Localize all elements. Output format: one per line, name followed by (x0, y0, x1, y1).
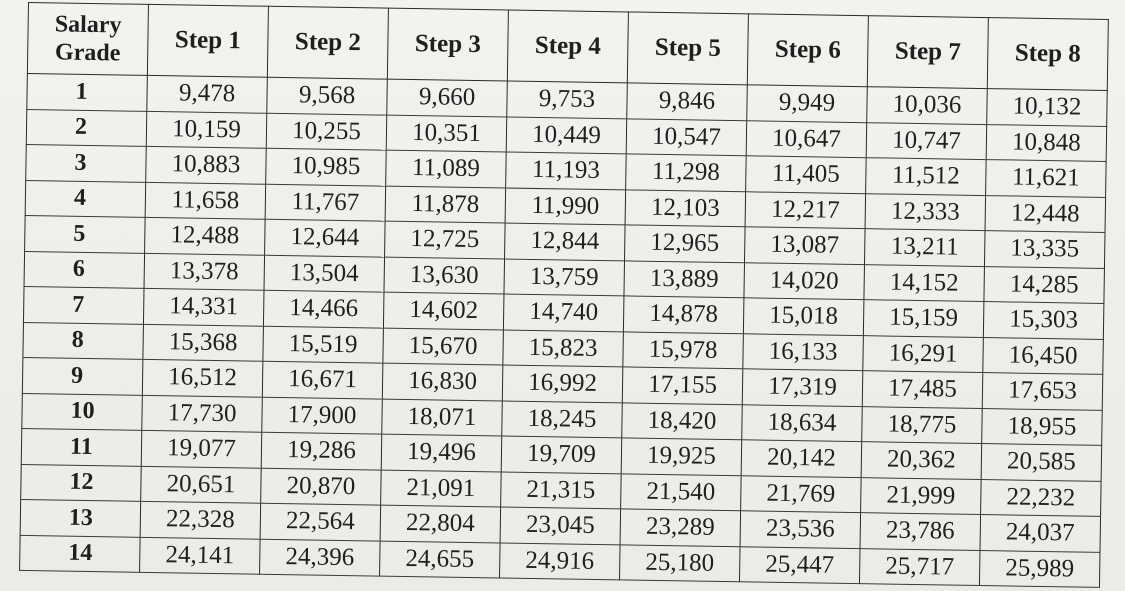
salary-value-cell: 11,990 (505, 188, 626, 225)
salary-value-cell: 15,978 (623, 331, 744, 368)
salary-value-cell: 17,155 (622, 367, 743, 404)
salary-grade-cell: 12 (21, 464, 142, 501)
salary-value-cell: 12,965 (625, 225, 746, 262)
salary-value-cell: 12,488 (145, 217, 266, 254)
salary-grade-cell: 11 (21, 428, 142, 465)
salary-value-cell: 19,496 (381, 434, 502, 471)
salary-value-cell: 19,925 (621, 438, 742, 475)
salary-value-cell: 14,602 (383, 292, 504, 329)
salary-value-cell: 10,848 (986, 124, 1107, 161)
salary-value-cell: 10,036 (867, 87, 988, 124)
salary-value-cell: 16,450 (983, 337, 1104, 374)
salary-value-cell: 20,362 (861, 442, 982, 479)
salary-value-cell: 12,644 (265, 219, 386, 256)
step-8-header: Step 8 (987, 18, 1108, 91)
salary-grade-cell: 5 (25, 215, 146, 252)
salary-value-cell: 19,709 (501, 436, 622, 473)
step-2-header: Step 2 (267, 6, 388, 79)
salary-grade-cell: 8 (23, 322, 144, 359)
salary-value-cell: 10,255 (266, 113, 387, 150)
salary-value-cell: 21,091 (381, 470, 502, 507)
salary-value-cell: 15,823 (503, 330, 624, 367)
salary-value-cell: 14,020 (744, 262, 865, 299)
salary-value-cell: 15,303 (983, 302, 1104, 339)
salary-value-cell: 9,568 (267, 77, 388, 114)
salary-grade-cell: 10 (22, 393, 143, 430)
salary-value-cell: 23,289 (620, 509, 741, 546)
salary-grade-header-line1: Salary (54, 11, 122, 39)
salary-value-cell: 15,018 (743, 298, 864, 335)
salary-value-cell: 24,396 (260, 539, 381, 576)
salary-value-cell: 12,217 (745, 191, 866, 228)
salary-value-cell: 17,319 (742, 369, 863, 406)
salary-value-cell: 18,420 (622, 402, 743, 439)
salary-value-cell: 14,466 (263, 290, 384, 327)
salary-value-cell: 13,759 (504, 259, 625, 296)
salary-value-cell: 11,089 (386, 150, 507, 187)
salary-value-cell: 10,883 (146, 146, 267, 183)
salary-grade-cell: 3 (26, 144, 147, 181)
salary-value-cell: 13,504 (264, 255, 385, 292)
salary-value-cell: 16,830 (382, 363, 503, 400)
salary-value-cell: 10,985 (266, 148, 387, 185)
salary-value-cell: 19,077 (141, 430, 262, 467)
salary-value-cell: 22,804 (380, 505, 501, 542)
salary-value-cell: 22,328 (140, 501, 261, 538)
salary-grade-cell: 7 (23, 286, 144, 323)
salary-value-cell: 20,142 (741, 440, 862, 477)
salary-value-cell: 18,071 (382, 399, 503, 436)
salary-value-cell: 23,536 (740, 511, 861, 548)
salary-value-cell: 13,211 (864, 229, 985, 266)
salary-value-cell: 19,286 (261, 432, 382, 469)
salary-value-cell: 15,519 (263, 326, 384, 363)
salary-value-cell: 16,992 (502, 365, 623, 402)
salary-value-cell: 10,132 (987, 89, 1108, 126)
salary-value-cell: 10,351 (386, 115, 507, 152)
salary-value-cell: 21,769 (741, 475, 862, 512)
salary-grade-cell: 4 (25, 180, 146, 217)
salary-value-cell: 25,447 (739, 546, 860, 583)
salary-value-cell: 15,368 (143, 324, 264, 361)
salary-value-cell: 25,180 (619, 544, 740, 581)
salary-value-cell: 17,653 (982, 373, 1103, 410)
salary-value-cell: 9,660 (387, 79, 508, 116)
salary-value-cell: 21,540 (621, 473, 742, 510)
salary-value-cell: 10,747 (866, 122, 987, 159)
salary-value-cell: 11,512 (866, 158, 987, 195)
step-7-header: Step 7 (867, 16, 988, 89)
salary-value-cell: 12,333 (865, 193, 986, 230)
salary-value-cell: 18,955 (982, 408, 1103, 445)
step-3-header: Step 3 (387, 8, 508, 81)
salary-value-cell: 25,989 (979, 550, 1100, 587)
salary-value-cell: 20,651 (141, 466, 262, 503)
salary-grade-header (27, 3, 148, 76)
salary-value-cell: 14,740 (503, 294, 624, 331)
salary-grade-cell: 9 (22, 357, 143, 394)
salary-value-cell: 12,844 (505, 223, 626, 260)
salary-grade-header-line2: Grade (54, 39, 121, 67)
salary-value-cell: 12,448 (985, 195, 1106, 232)
salary-value-cell: 23,786 (860, 513, 981, 550)
step-5-header: Step 5 (627, 12, 748, 85)
salary-value-cell: 15,670 (383, 328, 504, 365)
salary-value-cell: 17,730 (142, 395, 263, 432)
salary-value-cell: 14,331 (143, 288, 264, 325)
table-body (20, 73, 1108, 587)
salary-grade-cell: 2 (26, 109, 147, 146)
salary-value-cell: 12,725 (385, 221, 506, 258)
salary-value-cell: 17,900 (262, 397, 383, 434)
salary-value-cell: 11,658 (145, 182, 266, 219)
salary-value-cell: 18,775 (862, 406, 983, 443)
salary-value-cell: 15,159 (863, 300, 984, 337)
salary-value-cell: 16,671 (262, 361, 383, 398)
salary-value-cell: 10,547 (626, 118, 747, 155)
salary-value-cell: 22,232 (981, 479, 1102, 516)
salary-value-cell: 23,045 (500, 507, 621, 544)
salary-value-cell: 20,585 (981, 444, 1102, 481)
salary-grade-table (19, 2, 1109, 588)
salary-value-cell: 11,298 (626, 154, 747, 191)
salary-value-cell: 11,405 (746, 156, 867, 193)
salary-value-cell: 14,878 (623, 296, 744, 333)
salary-value-cell: 16,512 (142, 359, 263, 396)
salary-value-cell: 14,152 (864, 264, 985, 301)
salary-value-cell: 13,087 (745, 227, 866, 264)
salary-grade-cell: 6 (24, 251, 145, 288)
salary-value-cell: 9,478 (147, 75, 268, 112)
salary-value-cell: 16,133 (743, 333, 864, 370)
salary-value-cell: 11,767 (265, 184, 386, 221)
salary-value-cell: 18,245 (502, 400, 623, 437)
salary-value-cell: 25,717 (859, 548, 980, 585)
salary-value-cell: 13,378 (144, 253, 265, 290)
salary-value-cell: 21,315 (501, 471, 622, 508)
salary-value-cell: 21,999 (861, 477, 982, 514)
salary-value-cell: 24,916 (500, 542, 621, 579)
salary-table-sheet (19, 2, 1109, 588)
salary-value-cell: 14,285 (984, 266, 1105, 303)
salary-value-cell: 18,634 (742, 404, 863, 441)
salary-grade-cell: 14 (20, 535, 141, 572)
salary-value-cell: 9,846 (627, 83, 748, 120)
salary-value-cell: 13,889 (624, 260, 745, 297)
salary-grade-cell: 13 (20, 499, 141, 536)
salary-value-cell: 9,949 (747, 85, 868, 122)
salary-value-cell: 20,870 (261, 468, 382, 505)
salary-value-cell: 11,621 (986, 160, 1107, 197)
salary-value-cell: 24,037 (980, 515, 1101, 552)
salary-value-cell: 13,630 (384, 257, 505, 294)
salary-value-cell: 10,449 (506, 117, 627, 154)
salary-value-cell: 22,564 (260, 503, 381, 540)
step-4-header: Step 4 (507, 10, 628, 83)
salary-value-cell: 16,291 (863, 335, 984, 372)
step-1-header: Step 1 (147, 4, 268, 77)
salary-value-cell: 11,878 (385, 186, 506, 223)
salary-value-cell: 12,103 (625, 189, 746, 226)
salary-value-cell: 10,159 (146, 111, 267, 148)
salary-value-cell: 24,655 (380, 541, 501, 578)
salary-value-cell: 13,335 (984, 231, 1105, 268)
salary-value-cell: 11,193 (506, 152, 627, 189)
salary-grade-cell: 1 (27, 73, 148, 110)
salary-value-cell: 17,485 (862, 371, 983, 408)
salary-value-cell: 10,647 (746, 120, 867, 157)
salary-value-cell: 24,141 (140, 537, 261, 574)
salary-value-cell: 9,753 (507, 81, 628, 118)
step-6-header: Step 6 (747, 14, 868, 87)
